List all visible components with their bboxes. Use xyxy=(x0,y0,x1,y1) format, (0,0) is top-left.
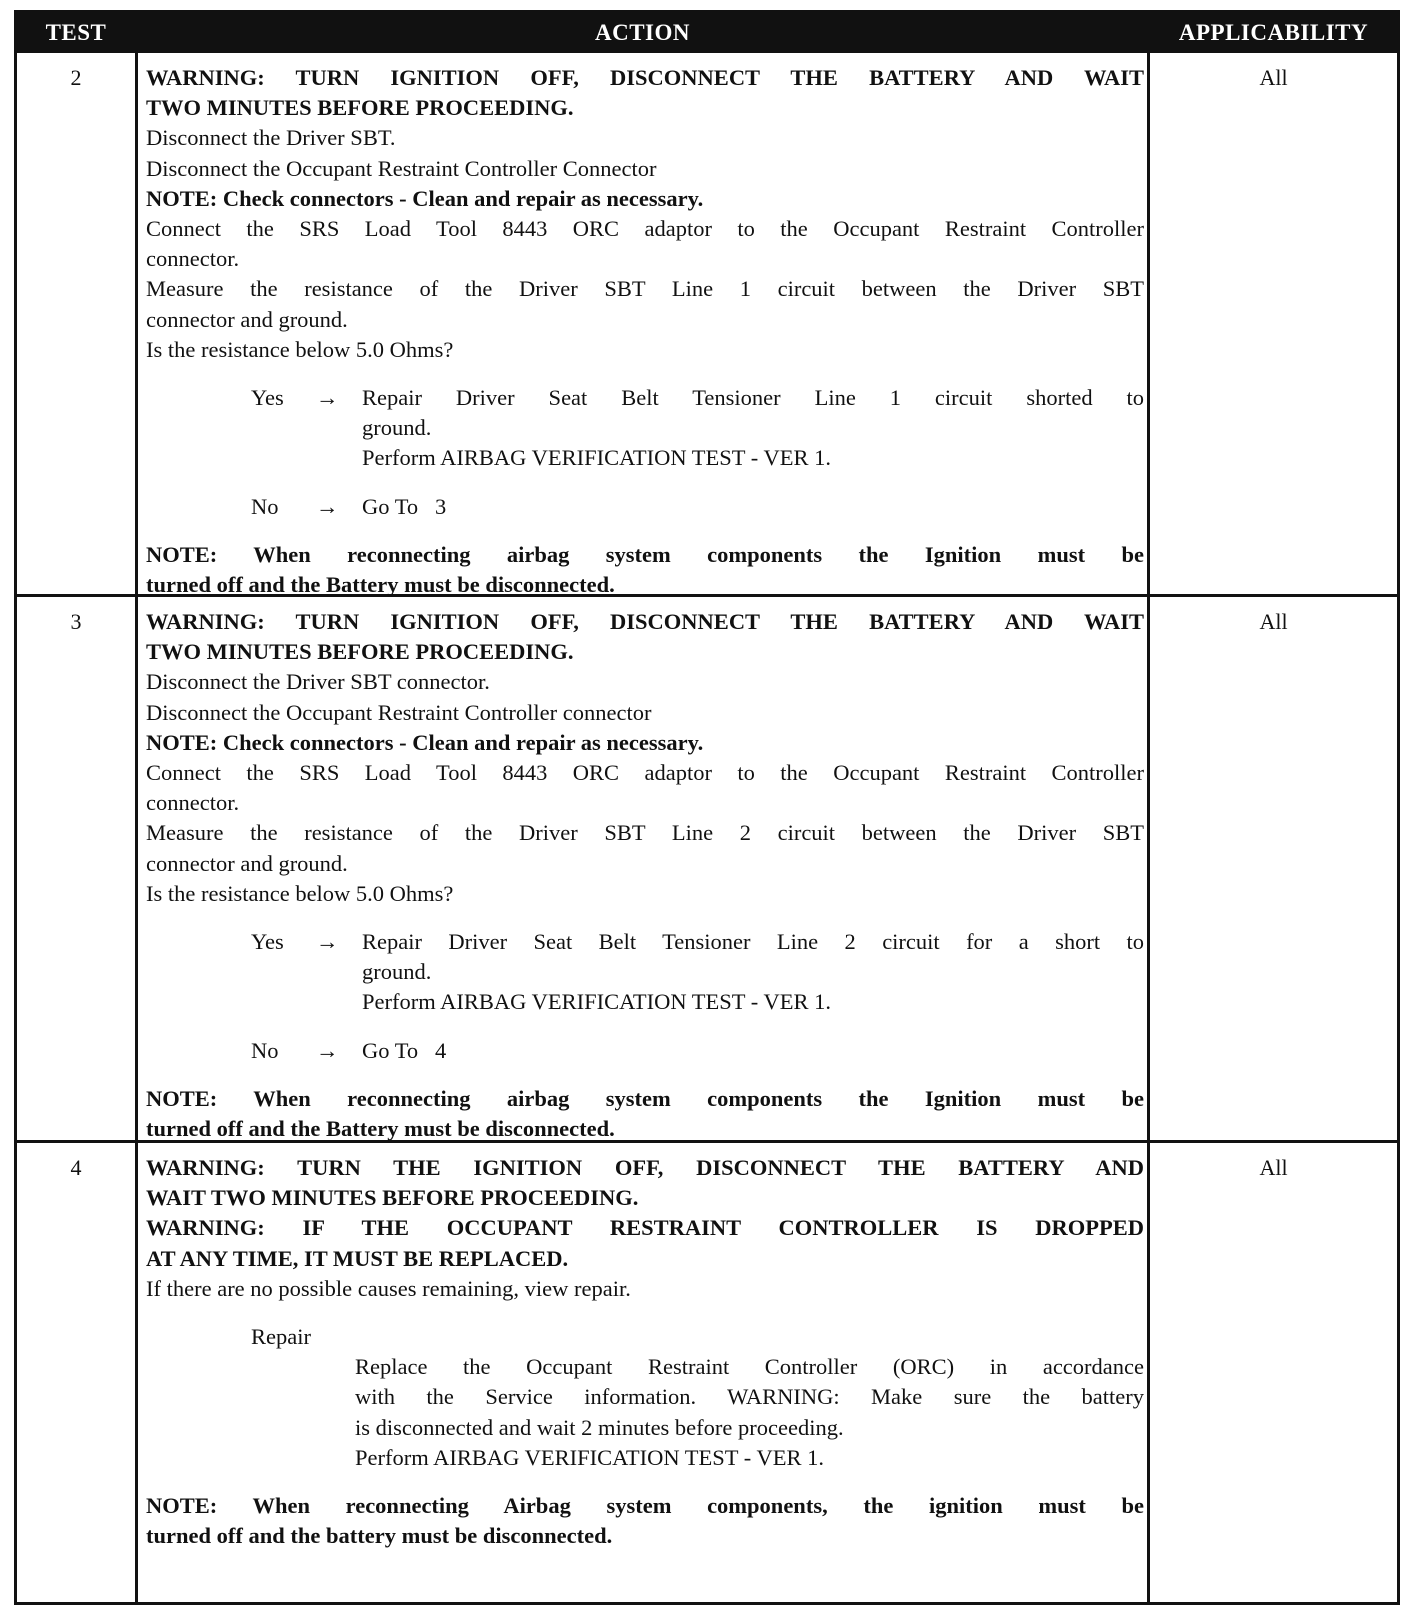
warning-text: TWO MINUTES BEFORE PROCEEDING. xyxy=(146,639,574,665)
table-row xyxy=(17,597,1397,1140)
yes-label: Yes xyxy=(251,929,284,955)
goto-link[interactable]: Go To 4 xyxy=(362,1037,447,1063)
result-text: ground. xyxy=(362,959,432,985)
step-text: connector. xyxy=(146,246,240,272)
question-text: Is the resistance below 5.0 Ohms? xyxy=(146,880,454,906)
question-text: Is the resistance below 5.0 Ohms? xyxy=(146,336,454,362)
note-text: NOTE: When reconnecting Airbag system components, the ignition must be xyxy=(146,1493,1144,1519)
repair-text: Perform AIRBAG VERIFICATION TEST - VER 1. xyxy=(355,1444,824,1470)
note-text: NOTE: Check connectors - Clean and repair as necessary. xyxy=(146,185,704,211)
result-text: ground. xyxy=(362,415,432,441)
warning-text: TWO MINUTES BEFORE PROCEEDING. xyxy=(146,95,574,121)
warning-text: WARNING: IF THE OCCUPANT RESTRAINT CONTROLLER IS DROPPED xyxy=(146,1215,1144,1241)
step-text: connector and ground. xyxy=(146,306,348,332)
note-text: NOTE: When reconnecting airbag system components the Ignition must be xyxy=(146,1085,1144,1111)
yes-branch xyxy=(146,383,1144,474)
result-text: Repair Driver Seat Belt Tensioner Line 2 circuit for a short to xyxy=(362,929,1144,955)
table-header xyxy=(17,13,1397,53)
step-text: Disconnect the Occupant Restraint Controller Connector xyxy=(146,155,657,181)
note-text: NOTE: Check connectors - Clean and repair as necessary. xyxy=(146,729,704,755)
step-text: Disconnect the Driver SBT connector. xyxy=(146,669,490,695)
result-text: Repair Driver Seat Belt Tensioner Line 1 circuit shorted to xyxy=(362,385,1144,411)
no-label: No xyxy=(251,493,279,519)
repair-text: Replace the Occupant Restraint Controller (ORC) in accordance xyxy=(355,1354,1144,1380)
arrow-icon: → xyxy=(316,385,339,411)
table-row xyxy=(17,53,1397,598)
step-text: Disconnect the Driver SBT. xyxy=(146,125,396,151)
yes-branch xyxy=(146,927,1144,1018)
header-applicability: APPLICABILITY xyxy=(1178,20,1369,45)
applicability-value: All xyxy=(1259,609,1288,634)
repair-text: with the Service information. WARNING: Make sure the battery xyxy=(355,1384,1144,1410)
warning-text: AT ANY TIME, IT MUST BE REPLACED. xyxy=(146,1245,569,1271)
note-text: NOTE: When reconnecting airbag system components the Ignition must be xyxy=(146,541,1144,567)
step-text: Disconnect the Occupant Restraint Controller connector xyxy=(146,699,652,725)
step-text: Connect the SRS Load Tool 8443 ORC adaptor to the Occupant Restraint Controller xyxy=(146,216,1144,242)
arrow-icon: → xyxy=(316,493,339,519)
test-number: 2 xyxy=(70,65,82,90)
action-cell xyxy=(146,63,1144,600)
step-text: Measure the resistance of the Driver SBT Line 1 circuit between the Driver SBT xyxy=(146,276,1144,302)
diagnostic-table xyxy=(14,10,1400,1605)
yes-label: Yes xyxy=(251,385,284,411)
step-text: Connect the SRS Load Tool 8443 ORC adaptor to the Occupant Restraint Controller xyxy=(146,760,1144,786)
note-text: turned off and the Battery must be disconnected. xyxy=(146,1116,615,1142)
step-text: connector and ground. xyxy=(146,850,348,876)
applicability-value: All xyxy=(1259,65,1288,90)
warning-text: WARNING: TURN IGNITION OFF, DISCONNECT THE BATTERY AND WAIT xyxy=(146,609,1144,634)
table-row xyxy=(17,1143,1397,1605)
header-test: TEST xyxy=(45,20,107,45)
goto-link[interactable]: Go To 3 xyxy=(362,493,447,519)
warning-text: WARNING: TURN IGNITION OFF, DISCONNECT THE BATTERY AND WAIT xyxy=(146,65,1144,90)
action-cell xyxy=(146,607,1144,1144)
result-text: Perform AIRBAG VERIFICATION TEST - VER 1. xyxy=(362,989,831,1015)
repair-text: is disconnected and wait 2 minutes before proceeding. xyxy=(355,1414,844,1440)
test-number: 4 xyxy=(70,1155,82,1180)
no-label: No xyxy=(251,1037,279,1063)
no-branch xyxy=(146,1036,1144,1066)
header-action: ACTION xyxy=(594,20,690,45)
note-text: turned off and the battery must be disconnected. xyxy=(146,1523,613,1549)
warning-text: WAIT TWO MINUTES BEFORE PROCEEDING. xyxy=(146,1185,639,1211)
warning-text: WARNING: TURN THE IGNITION OFF, DISCONNECT THE BATTERY AND xyxy=(146,1155,1144,1180)
arrow-icon: → xyxy=(316,1037,339,1063)
applicability-value: All xyxy=(1259,1155,1288,1180)
step-text: connector. xyxy=(146,790,240,816)
instruction-text: If there are no possible causes remaining, view repair. xyxy=(146,1275,631,1301)
action-cell xyxy=(146,1153,1144,1551)
result-text: Perform AIRBAG VERIFICATION TEST - VER 1. xyxy=(362,445,831,471)
repair-label: Repair xyxy=(251,1324,311,1350)
step-text: Measure the resistance of the Driver SBT Line 2 circuit between the Driver SBT xyxy=(146,820,1144,846)
note-text: turned off and the Battery must be disconnected. xyxy=(146,572,615,598)
no-branch xyxy=(146,492,1144,522)
arrow-icon: → xyxy=(316,929,339,955)
test-number: 3 xyxy=(70,609,82,634)
